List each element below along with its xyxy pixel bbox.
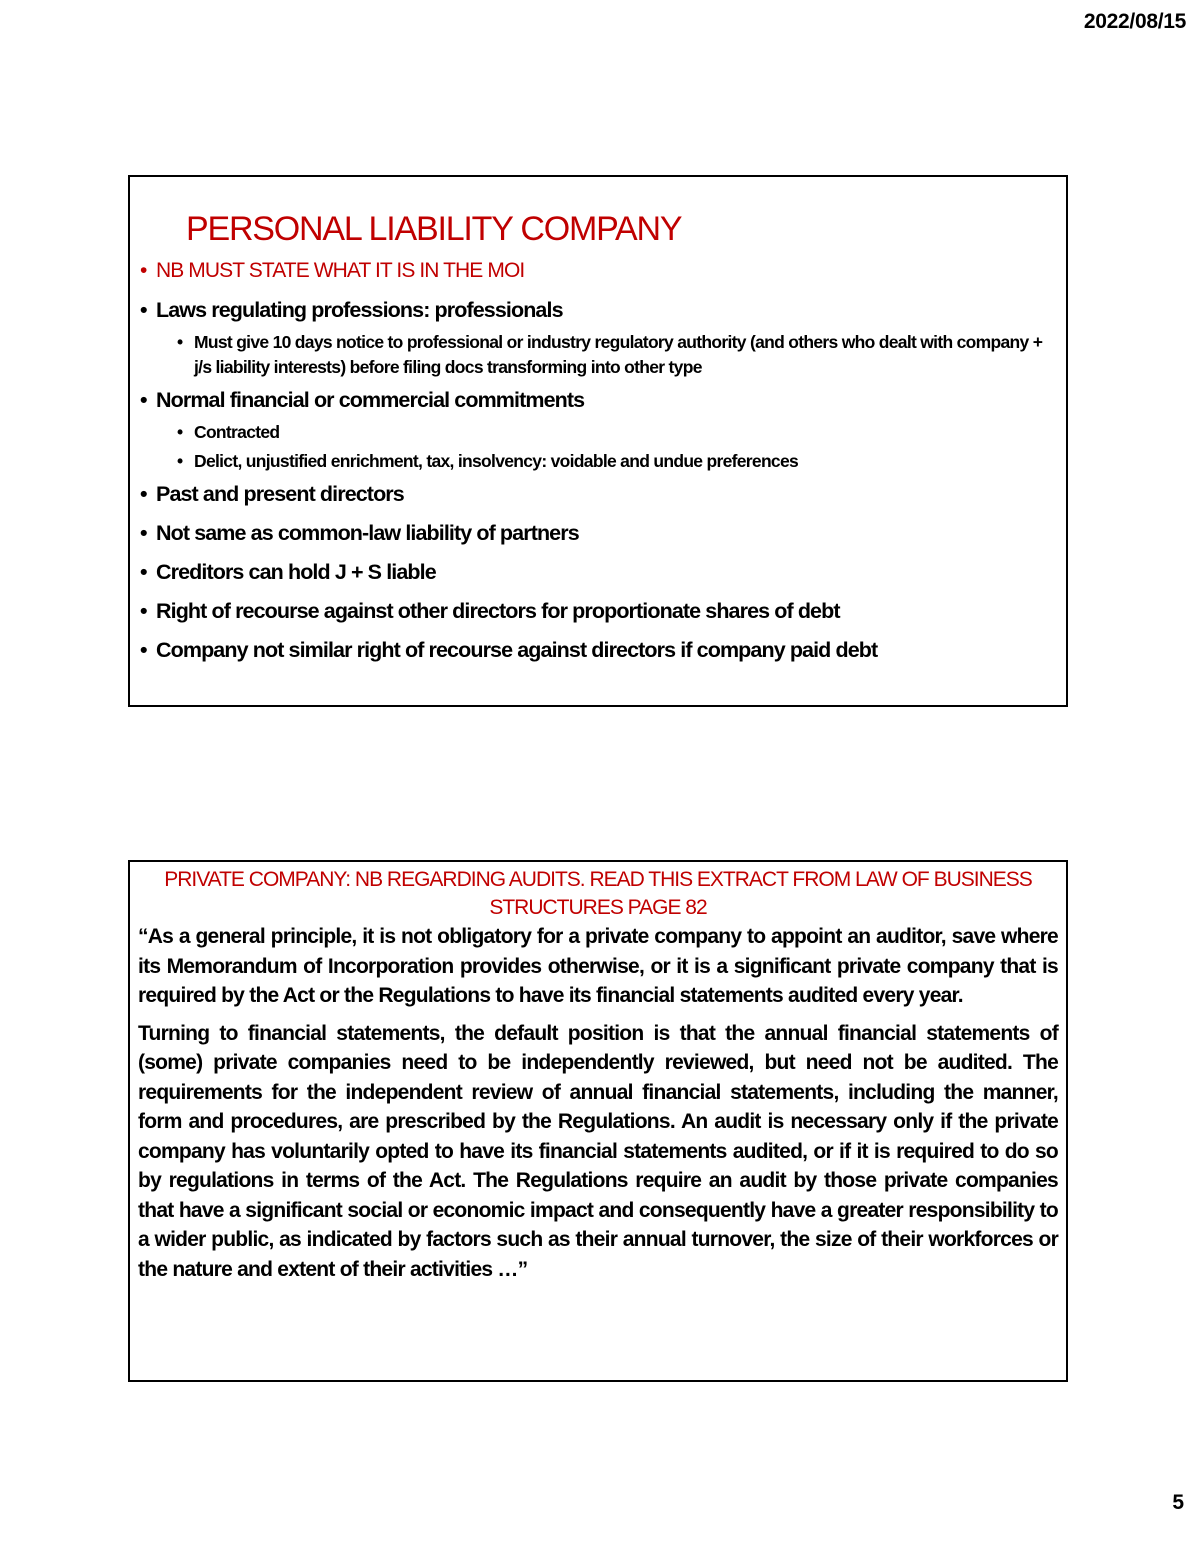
slide-heading: PRIVATE COMPANY: NB REGARDING AUDITS. READ THIS EXTRACT FROM LAW OF BUSINESS STRUCTURES PAGE 82 [164, 868, 1032, 919]
bullet-item: • Not same as common-law liability of partners [140, 519, 1056, 547]
sub-bullet-list [156, 330, 1056, 380]
bullet-item: • NB MUST STATE WHAT IT IS IN THE MOI [140, 257, 1056, 285]
sub-bullet-item: • Must give 10 days notice to professional or industry regulatory authority (and others who dealt with company + j/s liability interests) before filing docs transforming into other type [156, 330, 1056, 380]
slide-title: PERSONAL LIABILITY COMPANY [186, 210, 682, 248]
bullet-list [140, 257, 1056, 664]
page-number: 5 [1172, 1491, 1184, 1514]
slide-personal-liability-company [128, 175, 1068, 707]
bullet-text: Laws regulating professions: professionals [156, 298, 563, 322]
bullet-item: • Creditors can hold J + S liable [140, 558, 1056, 586]
sub-bullet-list [156, 420, 1056, 474]
bullet-item: • Right of recourse against other directors for proportionate shares of debt [140, 597, 1056, 625]
page-date: 2022/08/15 [1083, 10, 1186, 33]
bullet-item [140, 386, 1056, 474]
slide-private-company-audits [128, 860, 1068, 1382]
quote-paragraph: Turning to financial statements, the default position is that the annual financial statements of (some) private companies need to be independently reviewed, but need not be audited. The requirements for the independent review of annual financial statements, including the manner, form and procedures, are prescribed by the Regulations. An audit is necessary only if the private company has voluntarily opted to have its financial statements audited, or if it is required to do so by regulations in terms of the Act. The Regulations require an audit by those private companies that have a significant social or economic impact and consequently have a greater responsibility to a wider public, as indicated by factors such as their annual turnover, the size of their workforces or the nature and extent of their activities …” [138, 1021, 1058, 1281]
bullet-item [140, 296, 1056, 380]
bullet-item: • Past and present directors [140, 480, 1056, 508]
quote-paragraph: “As a general principle, it is not obligatory for a private company to appoint an auditor, save where its Memorandum of Incorporation provides otherwise, or it is a significant private company that is required by the Act or the Regulations to have its financial statements audited every year. [138, 925, 1058, 1007]
bullet-item: • Company not similar right of recourse against directors if company paid debt [140, 636, 1056, 664]
sub-bullet-item: • Contracted [156, 420, 1056, 445]
sub-bullet-item: • Delict, unjustified enrichment, tax, insolvency: voidable and undue preferences [156, 449, 1056, 474]
bullet-text: Normal financial or commercial commitments [156, 388, 585, 412]
